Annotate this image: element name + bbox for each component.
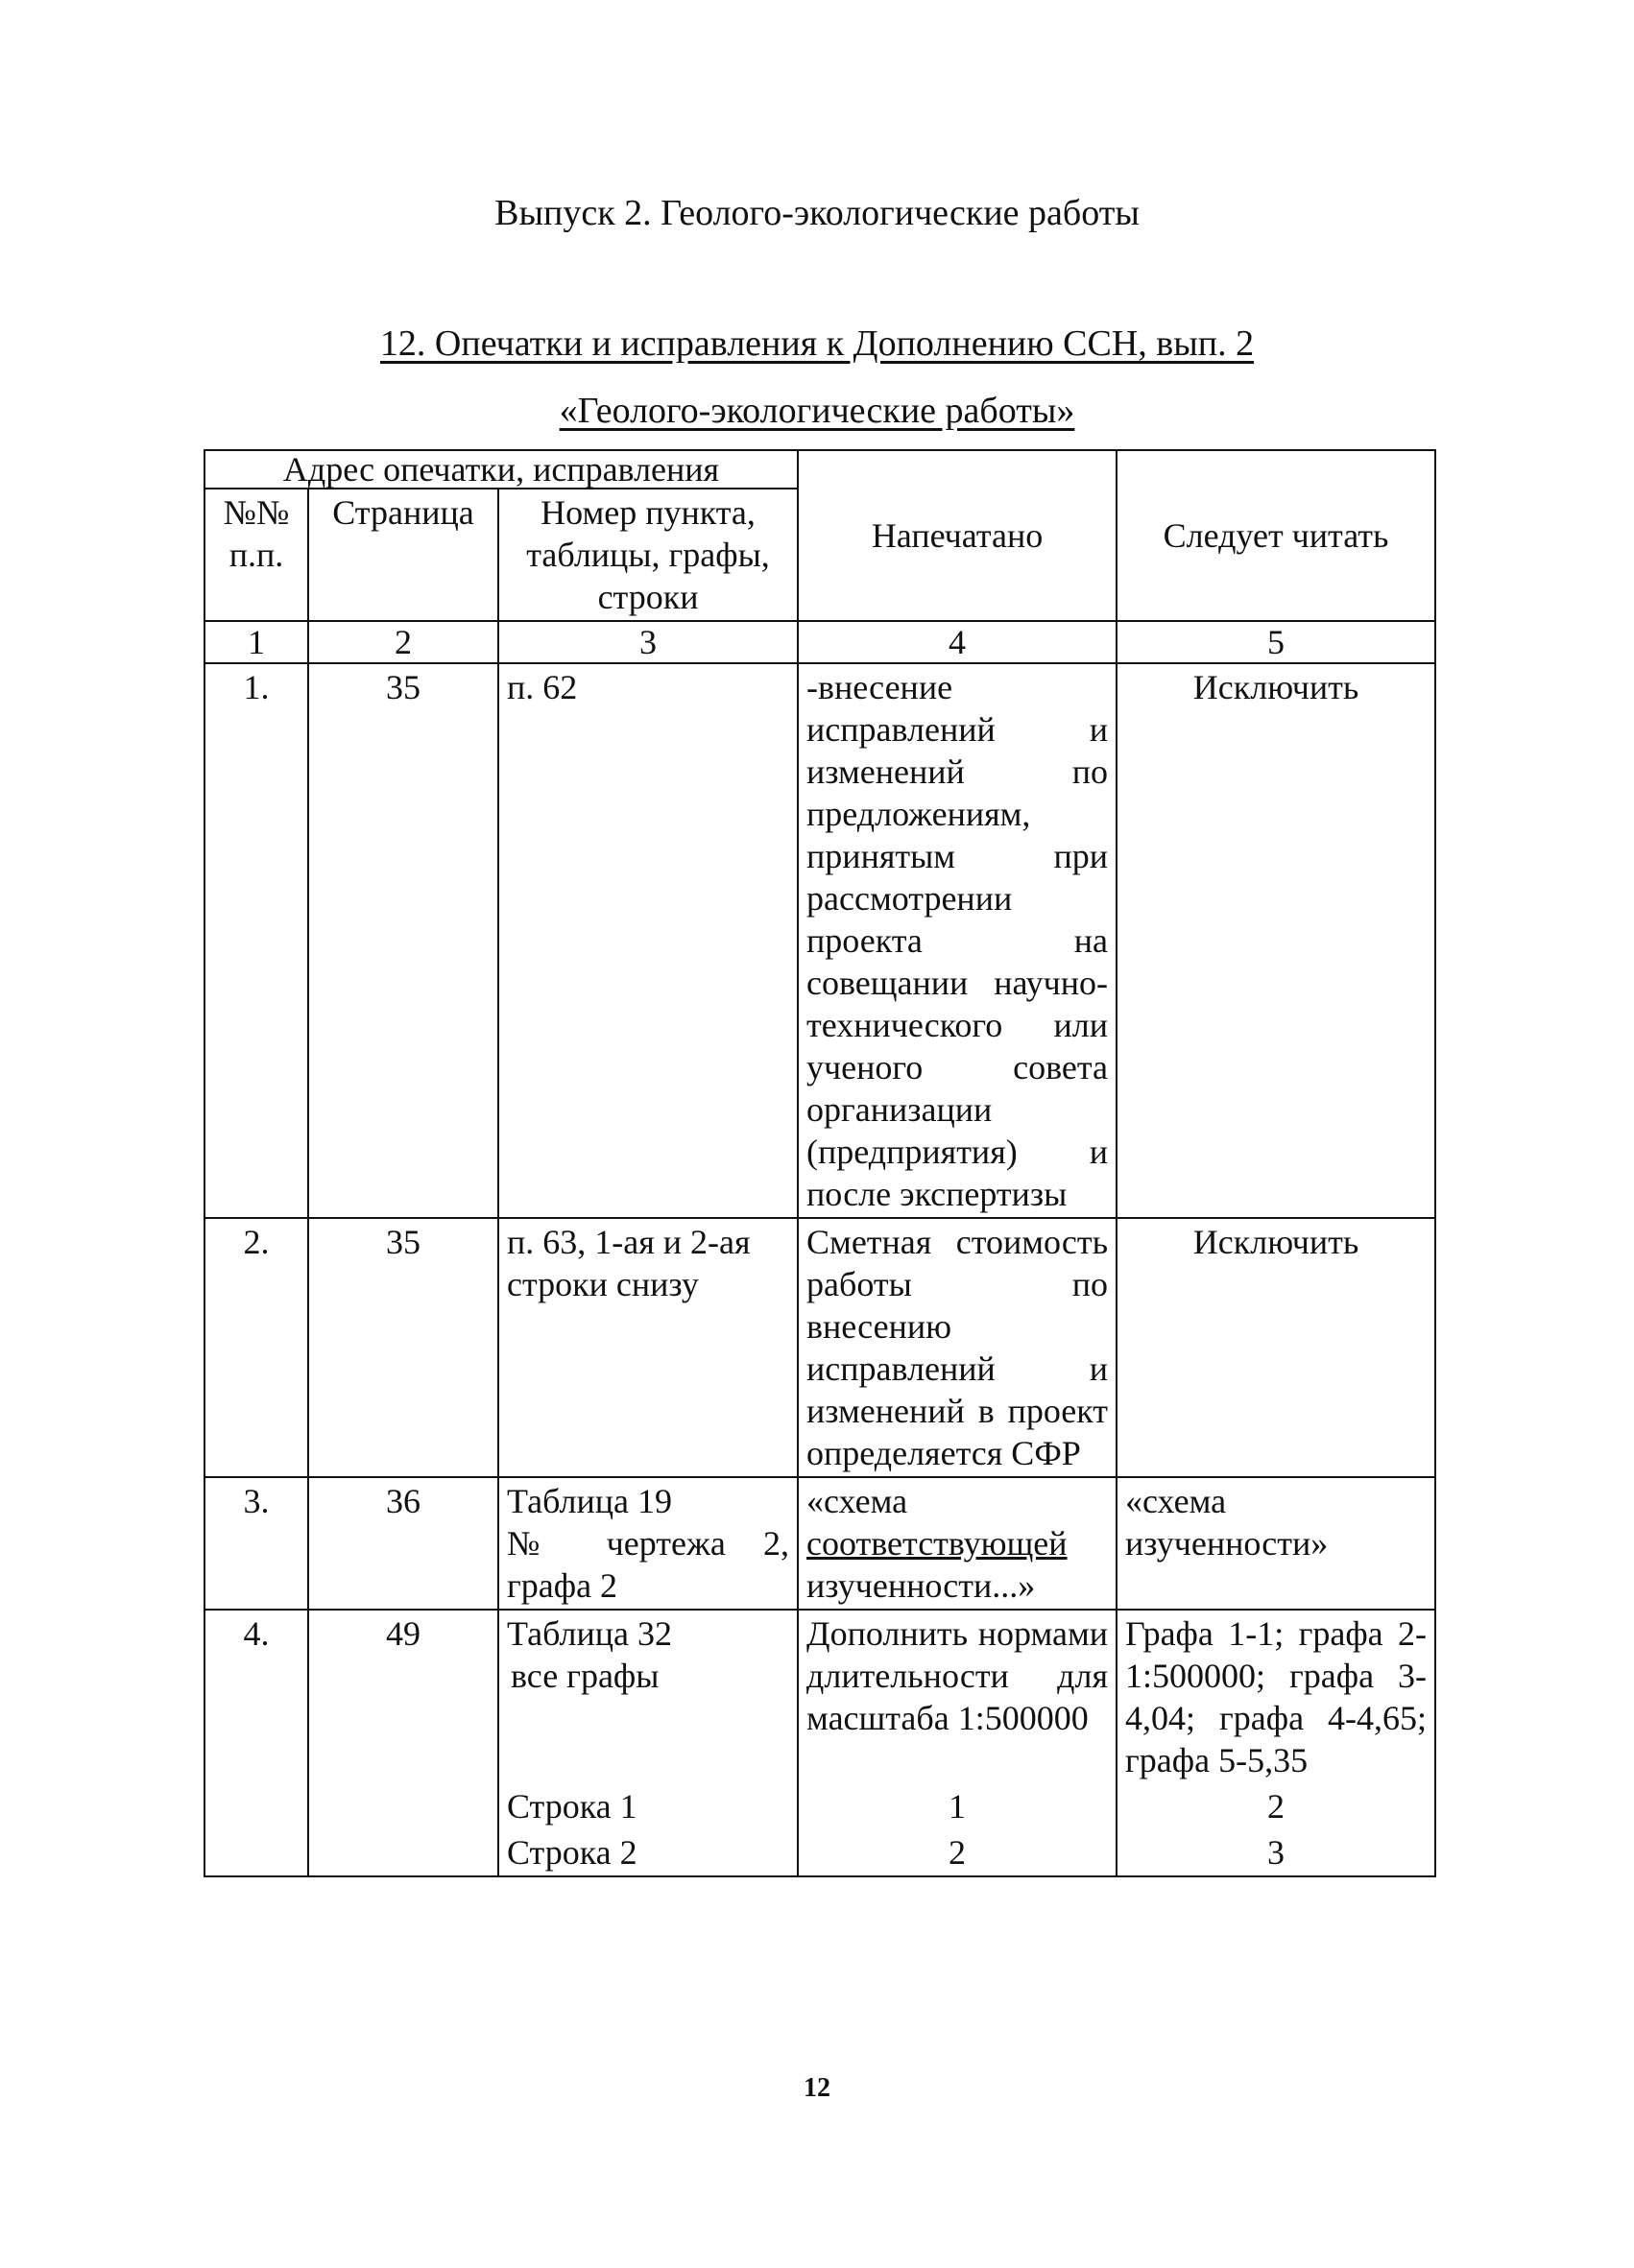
row-num: 3.: [204, 1477, 308, 1610]
row-item: п. 63, 1-ая и 2-ая строки снизу: [498, 1218, 798, 1477]
item-line: № чертежа 2, графа 2: [507, 1524, 790, 1605]
errata-table: [204, 449, 1436, 1877]
row-page: 35: [308, 663, 498, 1218]
row-page: 36: [308, 1477, 498, 1610]
page-number: 12: [804, 2073, 830, 2103]
item-line: Таблица 32: [507, 1614, 672, 1653]
empty-cell: [308, 1829, 498, 1876]
item-line: все графы: [511, 1657, 660, 1695]
header-row-1: [204, 450, 1435, 489]
section-subtitle: [0, 390, 1634, 432]
col-read-header: Следует читать: [1117, 450, 1435, 621]
index-cell: 1: [204, 621, 308, 663]
index-row: [204, 621, 1435, 663]
col-printed-header: Напечатано: [798, 450, 1117, 621]
running-header: Выпуск 2. Геолого-экологические работы: [494, 193, 1140, 233]
sub-row: [204, 1829, 1435, 1876]
sub-printed: 1: [798, 1783, 1117, 1829]
group-header: Адрес опечатки, исправления: [204, 450, 798, 489]
row-read: Графа 1-1; графа 2-1:500000; графа 3-4,04; графа 4-4,65; графа 5-5,35: [1117, 1610, 1435, 1783]
row-read: «схема изученности»: [1117, 1477, 1435, 1610]
index-cell: 2: [308, 621, 498, 663]
index-cell: 3: [498, 621, 798, 663]
row-item: [498, 1477, 798, 1610]
section-title: [0, 322, 1634, 365]
sub-row: [204, 1783, 1435, 1829]
section-subtitle-text: «Геолого-экологические работы»: [559, 391, 1075, 431]
index-cell: 5: [1117, 621, 1435, 663]
table-row: [204, 1477, 1435, 1610]
sub-read: 2: [1117, 1783, 1435, 1829]
row-read: Исключить: [1117, 663, 1435, 1218]
row-printed: Дополнить нормами длительности для масштаба 1:500000: [798, 1610, 1117, 1783]
printed-part: изученности...»: [806, 1566, 1036, 1605]
row-read: Исключить: [1117, 1218, 1435, 1477]
row-item: п. 62: [498, 663, 798, 1218]
row-page: 49: [308, 1610, 498, 1783]
row-page: 35: [308, 1218, 498, 1477]
row-num: 2.: [204, 1218, 308, 1477]
printed-underlined: соответствующей: [806, 1524, 1068, 1563]
printed-part: «схема: [806, 1482, 908, 1520]
empty-cell: [204, 1829, 308, 1876]
sub-item: Строка 1: [498, 1783, 798, 1829]
table-row: [204, 1218, 1435, 1477]
empty-cell: [308, 1783, 498, 1829]
row-num: 4.: [204, 1610, 308, 1783]
row-item: [498, 1610, 798, 1783]
row-printed: [798, 1477, 1117, 1610]
sub-printed: 2: [798, 1829, 1117, 1876]
sub-item: Строка 2: [498, 1829, 798, 1876]
table-row: [204, 663, 1435, 1218]
sub-read: 3: [1117, 1829, 1435, 1876]
col-num-header: №№ п.п.: [204, 489, 308, 621]
row-printed: -внесение исправлений и изменений по предложениям, принятым при рассмотрении проекта на совещании научно-технического или ученого совета организации (предприятия) и после экспертизы: [798, 663, 1117, 1218]
col-item-header: Номер пункта, таблицы, графы, строки: [498, 489, 798, 621]
row-printed: Сметная стоимость работы по внесению исправлений и изменений в проект определяется СФР: [798, 1218, 1117, 1477]
index-cell: 4: [798, 621, 1117, 663]
item-line: Таблица 19: [507, 1482, 672, 1520]
col-page-header: Страница: [308, 489, 498, 621]
section-title-text: 12. Опечатки и исправления к Дополнению ССН, вып. 2: [379, 323, 1255, 364]
empty-cell: [204, 1783, 308, 1829]
row-num: 1.: [204, 663, 308, 1218]
table-row: [204, 1610, 1435, 1783]
